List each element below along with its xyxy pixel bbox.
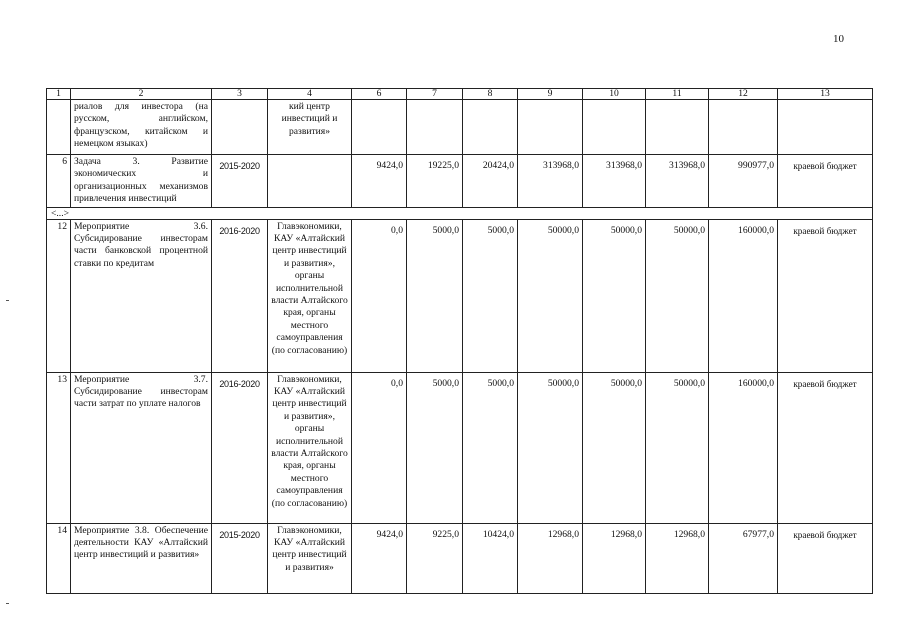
row-number: 13: [47, 372, 71, 523]
margin-mark: [6, 300, 9, 301]
row-value: 50000,0: [646, 219, 709, 372]
margin-mark: [6, 603, 9, 604]
row-value: 50000,0: [583, 372, 646, 523]
row-source: краевой бюджет: [778, 372, 873, 523]
row-source: краевой бюджет: [778, 219, 873, 372]
column-number-row: [47, 89, 873, 100]
row-number: 12: [47, 219, 71, 372]
row-value: 9424,0: [352, 155, 407, 208]
row-name: Мероприятие 3.8. Обеспечение деятельности КАУ «Алтайский центр инвестиций и развития»: [71, 523, 212, 593]
row-name: Мероприятие 3.6. Субсидирование инвесторам части банковской процентной ставки по кредитам: [71, 219, 212, 372]
row-sum: 160000,0: [709, 219, 778, 372]
row-value: 10424,0: [463, 523, 518, 593]
row-value: 5000,0: [407, 219, 463, 372]
col-num-8: 8: [463, 89, 518, 100]
row-source: краевой бюджет: [778, 523, 873, 593]
row-value: 9225,0: [407, 523, 463, 593]
col-num-12: 12: [709, 89, 778, 100]
row-value: 5000,0: [407, 372, 463, 523]
row-executor: кий центр инвестиций и развития»: [268, 100, 352, 155]
row-years: 2016-2020: [212, 372, 268, 523]
col-num-3: 3: [212, 89, 268, 100]
row-years: 2015-2020: [212, 155, 268, 208]
table-row: [47, 219, 873, 372]
col-num-4: 4: [268, 89, 352, 100]
row-value: 12968,0: [583, 523, 646, 593]
row-sum: 990977,0: [709, 155, 778, 208]
col-num-10: 10: [583, 89, 646, 100]
row-name: риалов для инвестора (на русском, английском, французском, китайском и немецком языках): [71, 100, 212, 155]
row-value: 0,0: [352, 219, 407, 372]
row-value: 50000,0: [646, 372, 709, 523]
row-sum: 67977,0: [709, 523, 778, 593]
row-value: 5000,0: [463, 372, 518, 523]
table-row-continued: [47, 100, 873, 155]
row-value: 50000,0: [518, 372, 583, 523]
row-executor: [268, 155, 352, 208]
row-source: краевой бюджет: [778, 155, 873, 208]
col-num-9: 9: [518, 89, 583, 100]
col-num-7: 7: [407, 89, 463, 100]
col-num-11: 11: [646, 89, 709, 100]
row-value: 19225,0: [407, 155, 463, 208]
row-name: Задача 3. Развитие экономических и организационных механизмов привлечения инвестиций: [71, 155, 212, 208]
row-years: 2016-2020: [212, 219, 268, 372]
row-name: Мероприятие 3.7. Субсидирование инвесторам части затрат по уплате налогов: [71, 372, 212, 523]
page-number: 10: [833, 33, 844, 45]
row-value: 313968,0: [646, 155, 709, 208]
table-row: [47, 372, 873, 523]
row-value: 50000,0: [518, 219, 583, 372]
row-value: 12968,0: [646, 523, 709, 593]
col-num-6: 6: [352, 89, 407, 100]
col-num-13: 13: [778, 89, 873, 100]
row-executor: Главэкономики, КАУ «Алтайский центр инвестиций и развития»: [268, 523, 352, 593]
table-row: [47, 155, 873, 208]
program-table: [46, 88, 873, 594]
table-row: [47, 523, 873, 593]
row-value: 20424,0: [463, 155, 518, 208]
row-value: 0,0: [352, 372, 407, 523]
row-number: 14: [47, 523, 71, 593]
row-value: 313968,0: [583, 155, 646, 208]
col-num-1: 1: [47, 89, 71, 100]
row-value: 12968,0: [518, 523, 583, 593]
row-number: 6: [47, 155, 71, 208]
col-num-2: 2: [71, 89, 212, 100]
row-sum: 160000,0: [709, 372, 778, 523]
row-value: 9424,0: [352, 523, 407, 593]
row-value: 50000,0: [583, 219, 646, 372]
row-executor: Главэкономики, КАУ «Алтайский центр инвестиций и развития», органы исполнительной власти Алтайского края, органы местного самоуправления (по согласованию): [268, 219, 352, 372]
row-value: 5000,0: [463, 219, 518, 372]
omitted-rows-marker: [47, 207, 873, 219]
row-executor: Главэкономики, КАУ «Алтайский центр инвестиций и развития», органы исполнительной власти Алтайского края, органы местного самоуправления (по согласованию): [268, 372, 352, 523]
row-value: 313968,0: [518, 155, 583, 208]
row-years: 2015-2020: [212, 523, 268, 593]
gap-marker: <...>: [47, 207, 873, 219]
